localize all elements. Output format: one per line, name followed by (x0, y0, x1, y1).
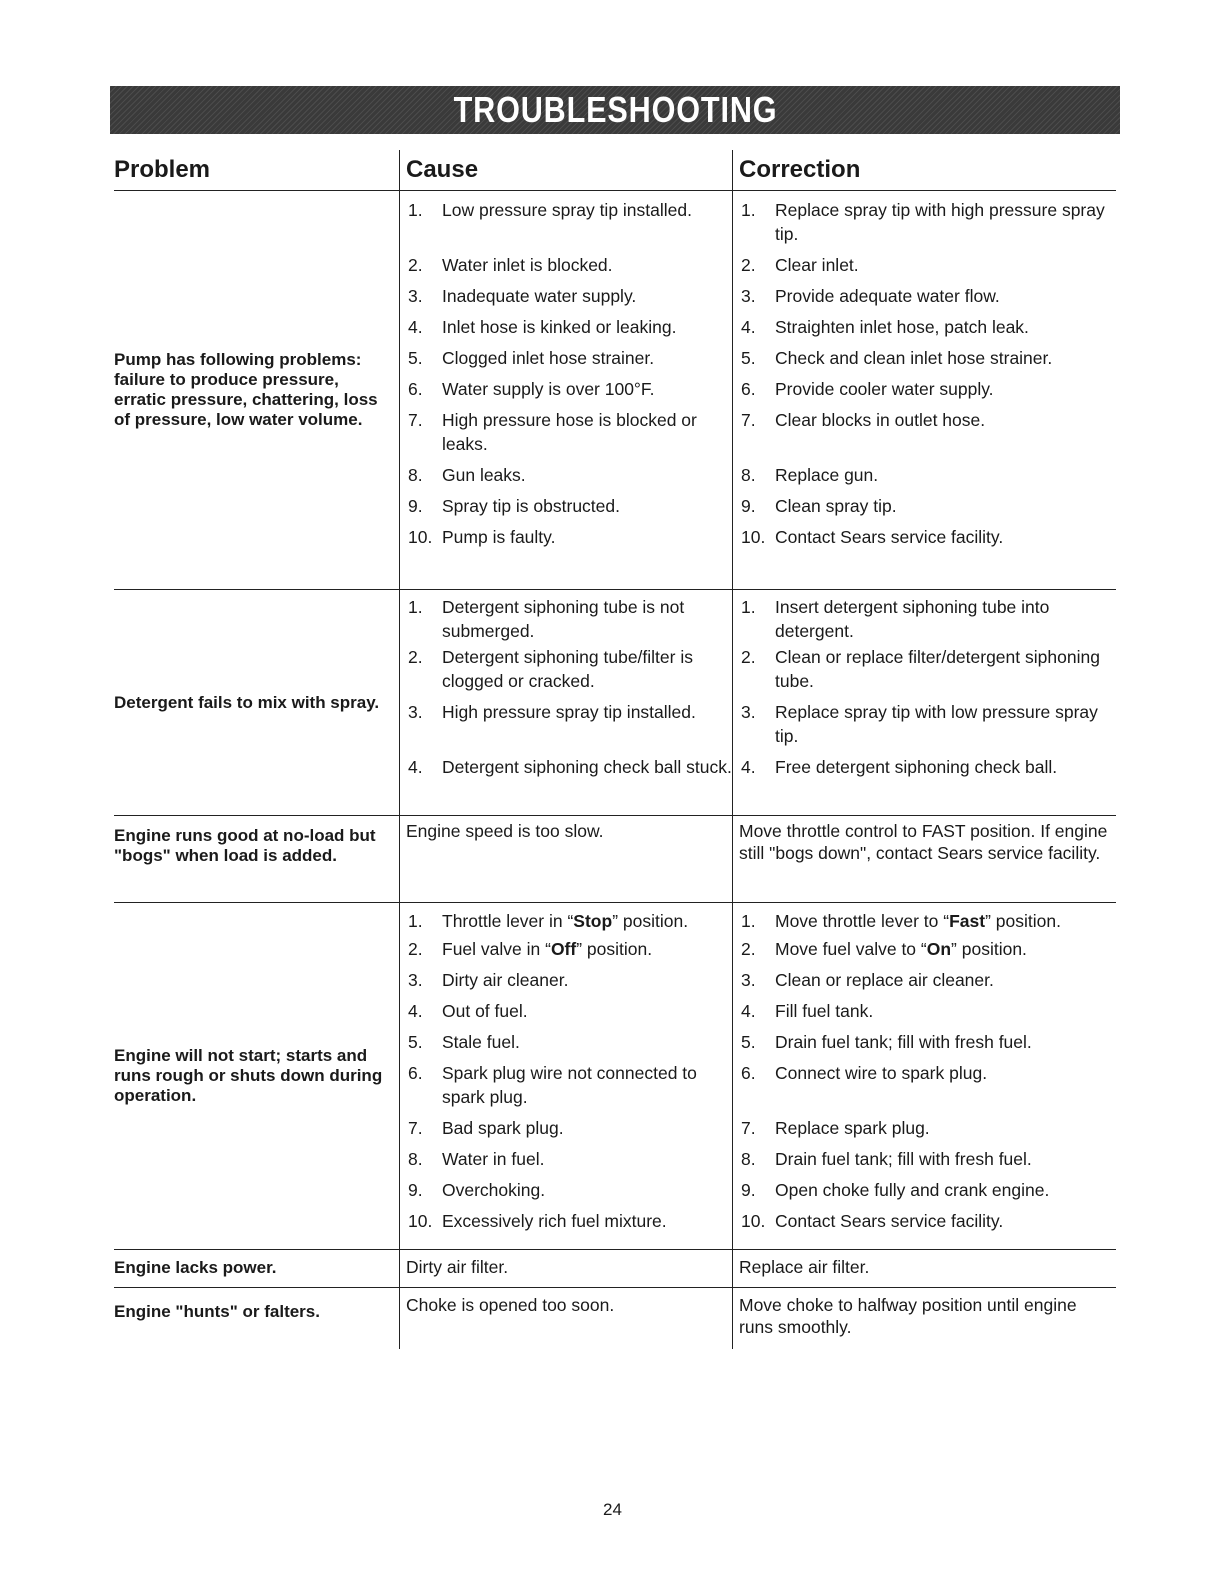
list-item: 4. Inlet hose is kinked or leaking. (408, 317, 677, 337)
table-row (114, 191, 1116, 590)
column-header-problem: Problem (114, 156, 211, 183)
list-item: 3. Clean or replace air cleaner. (741, 970, 994, 990)
list-item: 4. Straighten inlet hose, patch leak. (741, 317, 1029, 337)
list-item: 9. Clean spray tip. (741, 496, 897, 516)
list-item: 7. High pressure hose is blocked or leaks. (408, 410, 697, 454)
correction-cell (732, 903, 1116, 1249)
list-item: 2. Fuel valve in “Off” position. (408, 939, 653, 959)
problem-cell: Engine "hunts" or falters. (114, 1302, 320, 1321)
list-item: 5. Check and clean inlet hose strainer. (741, 348, 1053, 368)
list-item: 5. Clogged inlet hose strainer. (408, 348, 655, 368)
correction-cell (732, 590, 1116, 815)
list-item: 4. Free detergent siphoning check ball. (741, 757, 1058, 777)
correction-cell (732, 1250, 1116, 1287)
table-header-row (114, 150, 1116, 191)
title-banner (110, 86, 1120, 134)
list-item: 2. Water inlet is blocked. (408, 255, 613, 275)
cause-cell (399, 1288, 732, 1349)
problem-cell: Pump has following problems: failure to produce pressure, erratic pressure, chattering, loss of pressure, low water volume. (114, 350, 378, 429)
cause-cell (399, 1250, 732, 1287)
list-item: 6. Spark plug wire not connected to spark plug. (408, 1063, 697, 1107)
list-item: 4. Fill fuel tank. (741, 1001, 874, 1021)
list-item: 1. Replace spray tip with high pressure spray tip. (741, 200, 1105, 244)
list-item: 7. Bad spark plug. (408, 1118, 564, 1138)
cause-text: Choke is opened too soon. (406, 1295, 615, 1315)
list-item: 8. Water in fuel. (408, 1149, 545, 1169)
list-item: 6. Water supply is over 100°F. (408, 379, 655, 399)
list-item: 3. Dirty air cleaner. (408, 970, 569, 990)
cause-text: Dirty air filter. (406, 1257, 509, 1277)
list-item: 1. Move throttle lever to “Fast” position. (741, 911, 1061, 931)
list-item: 1. Insert detergent siphoning tube into detergent. (741, 597, 1050, 641)
list-item: 2. Clean or replace filter/detergent siphoning tube. (741, 647, 1100, 691)
list-item: 5. Stale fuel. (408, 1032, 520, 1052)
table-row (114, 1250, 1116, 1288)
list-item: 3. Replace spray tip with low pressure spray tip. (741, 702, 1098, 746)
cause-cell (399, 816, 732, 902)
list-item: 2. Move fuel valve to “On” position. (741, 939, 1027, 959)
list-item: 3. High pressure spray tip installed. (408, 702, 696, 722)
column-header-correction: Correction (732, 150, 1116, 190)
list-item: 10. Excessively rich fuel mixture. (408, 1211, 667, 1231)
cause-cell (399, 903, 732, 1249)
list-item: 9. Open choke fully and crank engine. (741, 1180, 1050, 1200)
list-item: 9. Overchoking. (408, 1180, 546, 1200)
list-item: 9. Spray tip is obstructed. (408, 496, 620, 516)
list-item: 7. Replace spark plug. (741, 1118, 930, 1138)
list-item: 1. Detergent siphoning tube is not submerged. (408, 597, 685, 641)
list-item: 3. Provide adequate water flow. (741, 286, 1000, 306)
correction-text: Move choke to halfway position until engine runs smoothly. (739, 1295, 1077, 1337)
list-item: 8. Replace gun. (741, 465, 879, 485)
list-item: 6. Provide cooler water supply. (741, 379, 994, 399)
table-row (114, 903, 1116, 1250)
table-row (114, 590, 1116, 816)
problem-cell: Engine will not start; starts and runs rough or shuts down during operation. (114, 1046, 383, 1105)
page-title: TROUBLESHOOTING (453, 89, 777, 130)
list-item: 7. Clear blocks in outlet hose. (741, 410, 986, 430)
problem-cell: Detergent fails to mix with spray. (114, 692, 380, 712)
column-header-cause: Cause (399, 150, 732, 190)
page-number: 24 (603, 1500, 622, 1519)
list-item: 10. Contact Sears service facility. (741, 527, 1004, 547)
troubleshooting-table (114, 150, 1116, 1349)
correction-text: Move throttle control to FAST position. If engine still "bogs down", contact Sears service facility. (739, 821, 1108, 863)
correction-cell (732, 191, 1116, 589)
problem-cell: Engine lacks power. (114, 1258, 277, 1277)
list-item: 8. Gun leaks. (408, 465, 526, 485)
cause-cell (399, 191, 732, 589)
list-item: 1. Throttle lever in “Stop” position. (408, 911, 689, 931)
cause-cell (399, 590, 732, 815)
list-item: 3. Inadequate water supply. (408, 286, 637, 306)
list-item: 2. Clear inlet. (741, 255, 859, 275)
table-row (114, 1288, 1116, 1349)
correction-cell (732, 816, 1116, 902)
list-item: 1. Low pressure spray tip installed. (408, 200, 692, 220)
list-item: 8. Drain fuel tank; fill with fresh fuel. (741, 1149, 1032, 1169)
list-item: 5. Drain fuel tank; fill with fresh fuel. (741, 1032, 1032, 1052)
table-row (114, 816, 1116, 903)
list-item: 2. Detergent siphoning tube/filter is clogged or cracked. (408, 647, 693, 691)
cause-text: Engine speed is too slow. (406, 821, 604, 841)
list-item: 4. Detergent siphoning check ball stuck. (408, 757, 732, 777)
list-item: 10. Pump is faulty. (408, 527, 556, 547)
list-item: 6. Connect wire to spark plug. (741, 1063, 988, 1083)
problem-cell: Engine runs good at no-load but "bogs" when load is added. (114, 826, 376, 865)
list-item: 10. Contact Sears service facility. (741, 1211, 1004, 1231)
correction-text: Replace air filter. (739, 1257, 870, 1277)
list-item: 4. Out of fuel. (408, 1001, 528, 1021)
correction-cell (732, 1288, 1116, 1349)
